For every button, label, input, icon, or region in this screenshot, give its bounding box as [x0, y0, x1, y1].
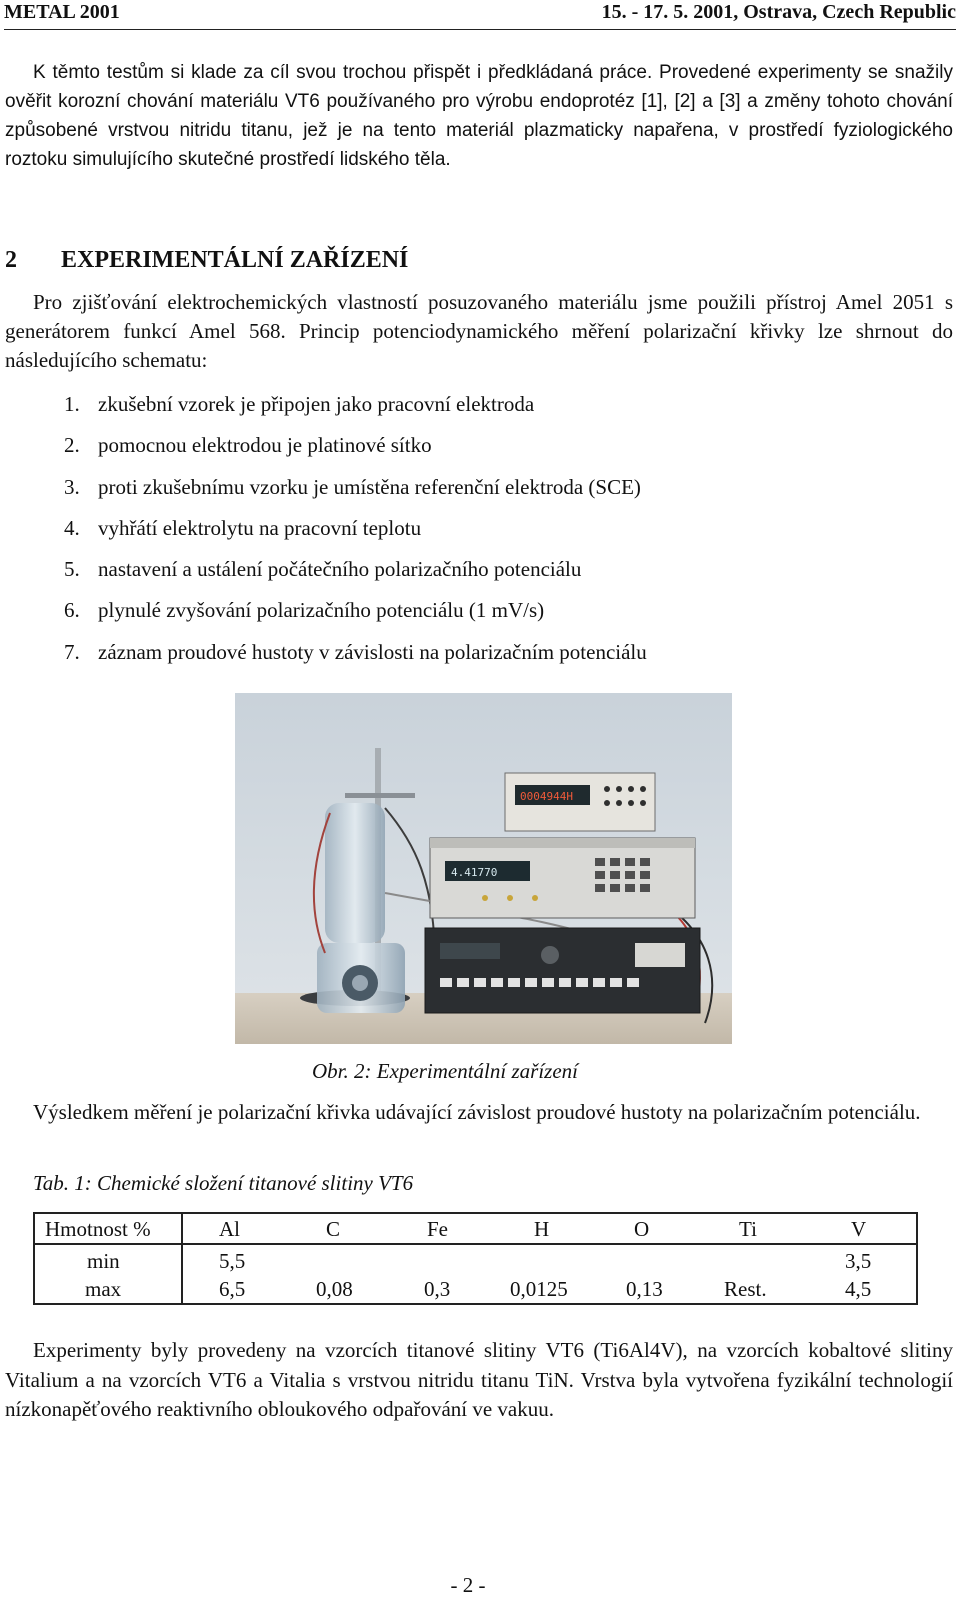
running-header	[4, 0, 956, 24]
table-caption: Tab. 1: Chemické složení titanové slitiny VT6	[33, 1171, 414, 1195]
table-label-column-rule	[181, 1214, 183, 1303]
list-item: 4. vyhřátí elektrolytu na pracovní teplotu	[64, 515, 422, 540]
procedure-list	[64, 390, 647, 679]
column-header: Fe	[427, 1217, 448, 1241]
table-cell: 4,5	[845, 1277, 872, 1301]
table-cell: 0,0125	[510, 1277, 568, 1301]
composition-table	[33, 1212, 918, 1305]
list-item: 1. zkušební vzorek je připojen jako pracovní elektroda	[64, 392, 535, 416]
column-header: Al	[219, 1217, 240, 1241]
section-heading	[5, 245, 408, 275]
page-number: - 2 -	[450, 1573, 486, 1597]
intro-paragraph: K těmto testům si klade za cíl svou trochou přispět i předkládaná práce. Provedené experimenty se snažily ověřit korozní chování materiálu VT6 používaného pro výrobu endoprotéz [1], [2] a [3] a změny tohoto chování způsobené vrstvou nitridu titanu, jež je na tento materiál plazmaticky napařena, v prostředí fyziologického roztoku simulujícího skutečné prostředí lidského těla.	[5, 62, 953, 170]
table-cell: 5,5	[219, 1249, 246, 1273]
conference-date-place: 15. - 17. 5. 2001, Ostrava, Czech Republic	[601, 1, 956, 23]
section-number: 2	[5, 247, 17, 273]
column-header: V	[851, 1217, 867, 1241]
middle-instrument-display: 4.41770	[451, 866, 498, 879]
figure-caption: Obr. 2: Experimentální zařízení	[312, 1059, 578, 1083]
list-item: 3. proti zkušebnímu vzorku je umístěna referenční elektroda (SCE)	[64, 474, 641, 499]
column-header: C	[326, 1217, 341, 1241]
closing-paragraph: Experimenty byly provedeny na vzorcích titanové slitiny VT6 (Ti6Al4V), na vzorcích kobaltové slitiny Vitalium a na vzorcích VT6 a Vitalia s vrstvou nitridu titanu TiN. Vrstva byla vytvořena fyzikální technologií nízkonapěťového reaktivního obloukového odpařování ve vakuu.	[5, 1338, 953, 1421]
top-instrument-display: 0004944H	[520, 790, 573, 803]
table-header-rule	[35, 1243, 916, 1245]
column-header: Ti	[739, 1217, 757, 1241]
list-item: 7. záznam proudové hustoty v závislosti na polarizačním potenciálu	[64, 639, 647, 664]
table-cell: 0,3	[424, 1277, 451, 1301]
list-item: 2. pomocnou elektrodou je platinové sítko	[64, 433, 432, 458]
experimental-setup-photo	[235, 693, 732, 1044]
column-header: O	[634, 1217, 650, 1241]
column-header: H	[534, 1217, 550, 1241]
header-rule	[4, 29, 956, 30]
table-cell: 0,08	[316, 1277, 353, 1301]
conference-name: METAL 2001	[4, 1, 120, 23]
list-item: 5. nastavení a ustálení počátečního polarizačního potenciálu	[64, 557, 582, 582]
table-cell: Rest.	[724, 1277, 767, 1301]
result-paragraph: Výsledkem měření je polarizační křivka udávající závislost proudové hustoty na polarizačním potenciálu.	[33, 1100, 921, 1124]
section-paragraph: Pro zjišťování elektrochemických vlastností posuzovaného materiálu jsme použili přístroj Amel 2051 s generátorem funkcí Amel 568. Princip potenciodynamického měření polarizační křivky lze shrnout do následujícího schematu:	[5, 290, 953, 372]
lab-equipment-illustration	[235, 693, 732, 1044]
table-cell: 6,5	[219, 1277, 246, 1301]
row-label: max	[85, 1277, 122, 1301]
table-cell: 0,13	[626, 1277, 663, 1301]
section-title: EXPERIMENTÁLNÍ ZAŘÍZENÍ	[61, 247, 409, 273]
table-cell: 3,5	[845, 1249, 872, 1273]
table-header-label: Hmotnost %	[45, 1217, 151, 1241]
row-label: min	[87, 1249, 120, 1273]
list-item: 6. plynulé zvyšování polarizačního potenciálu (1 mV/s)	[64, 598, 545, 623]
